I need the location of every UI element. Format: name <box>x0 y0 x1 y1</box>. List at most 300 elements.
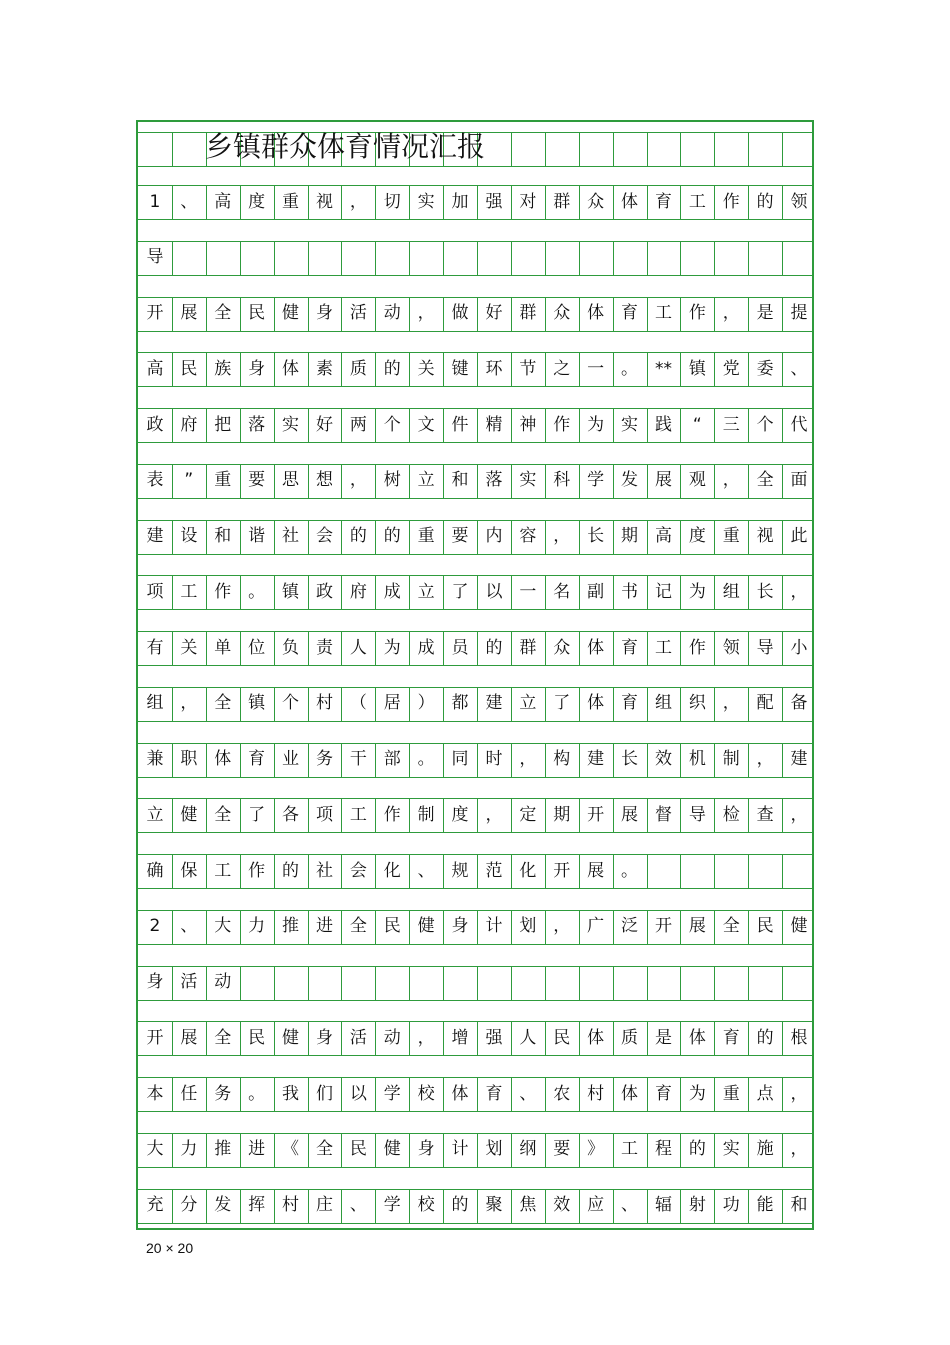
grid-character: 以 <box>485 581 503 602</box>
grid-character: 进 <box>315 916 333 937</box>
grid-character: 实 <box>282 414 300 435</box>
grid-character: 身 <box>315 303 333 323</box>
grid-character: 化 <box>383 860 401 881</box>
grid-character: 。 <box>248 581 266 602</box>
grid-cell-divider <box>579 241 580 275</box>
grid-character: 族 <box>214 358 232 379</box>
grid-character: 导 <box>146 247 164 268</box>
grid-character: 。 <box>248 1083 266 1104</box>
grid-character: 了 <box>553 693 571 714</box>
grid-character: 切 <box>383 191 401 212</box>
grid-character: 健 <box>383 1139 401 1160</box>
grid-character: 展 <box>180 1027 198 1048</box>
grid-character: 作 <box>553 414 571 435</box>
grid-size-label: 20 × 20 <box>146 1240 194 1256</box>
grid-character: 众 <box>553 303 571 323</box>
grid-character: 们 <box>315 1083 333 1104</box>
grid-character: 活 <box>180 972 198 992</box>
grid-character: 记 <box>654 581 672 602</box>
grid-character: 群 <box>553 191 571 212</box>
grid-character: 全 <box>756 470 774 491</box>
grid-character: 兼 <box>146 749 164 769</box>
grid-cell-divider <box>714 241 715 275</box>
grid-character: 校 <box>417 1195 435 1215</box>
grid-cell-divider <box>240 966 241 1000</box>
grid-cell-divider <box>782 966 783 1000</box>
grid-character: 计 <box>451 1139 469 1160</box>
grid-cell-divider <box>647 854 648 888</box>
grid-character: 长 <box>756 581 774 602</box>
grid-character: 纲 <box>519 1139 537 1160</box>
grid-character: 个 <box>282 693 300 714</box>
grid-cell-divider <box>579 966 580 1000</box>
grid-cell-divider <box>613 132 614 166</box>
grid-character: 单 <box>214 637 232 658</box>
grid-line <box>138 1167 812 1168</box>
grid-character: ， <box>790 804 808 825</box>
grid-character: 名 <box>553 581 571 602</box>
grid-character: 程 <box>654 1139 672 1160</box>
grid-character: 工 <box>621 1139 639 1160</box>
grid-cell-divider <box>647 132 648 166</box>
grid-character: 全 <box>349 916 367 937</box>
grid-character: 视 <box>756 526 774 546</box>
grid-line <box>138 832 812 833</box>
grid-character: 育 <box>654 191 672 212</box>
grid-character: 工 <box>214 860 232 881</box>
grid-character: 组 <box>654 693 672 714</box>
grid-character: 育 <box>621 637 639 658</box>
grid-character: 工 <box>688 191 706 212</box>
grid-character: 件 <box>451 414 469 435</box>
manuscript-grid <box>136 120 814 1230</box>
document-title: 乡镇群众体育情况汇报 <box>205 130 486 163</box>
grid-character: 体 <box>621 191 639 212</box>
grid-character: 应 <box>587 1195 605 1215</box>
grid-character: ， <box>790 581 808 602</box>
grid-character: 建 <box>485 693 503 714</box>
grid-character: 群 <box>519 637 537 658</box>
grid-character: 做 <box>451 303 469 323</box>
grid-character: ” <box>184 470 194 491</box>
grid-character: 是 <box>756 303 774 323</box>
grid-line <box>138 498 812 499</box>
grid-character: 全 <box>214 693 232 714</box>
grid-character: ， <box>722 693 740 714</box>
grid-character: ， <box>349 470 367 491</box>
grid-line <box>138 442 812 443</box>
grid-character: 为 <box>383 637 401 658</box>
grid-character: 部 <box>383 749 401 769</box>
grid-cell-divider <box>240 241 241 275</box>
grid-character: 体 <box>587 1027 605 1048</box>
grid-character: 位 <box>248 637 266 658</box>
grid-character: ， <box>790 1083 808 1104</box>
grid-character: 个 <box>383 414 401 435</box>
grid-line <box>138 721 812 722</box>
grid-character: 实 <box>417 191 435 212</box>
grid-character: 环 <box>485 358 503 379</box>
grid-character: 之 <box>553 358 571 379</box>
grid-character: 时 <box>485 749 503 769</box>
grid-cell-divider <box>477 966 478 1000</box>
grid-character: 度 <box>248 191 266 212</box>
grid-character: 质 <box>621 1027 639 1048</box>
grid-character: ， <box>553 916 571 937</box>
grid-character: 挥 <box>248 1195 266 1215</box>
grid-character: 高 <box>214 191 232 212</box>
grid-character: 有 <box>146 637 164 658</box>
grid-character: 好 <box>315 414 333 435</box>
grid-character: 开 <box>654 916 672 937</box>
grid-character: 身 <box>417 1139 435 1160</box>
grid-character: 同 <box>451 749 469 769</box>
grid-character: 开 <box>146 1027 164 1048</box>
grid-character: 活 <box>349 303 367 323</box>
grid-character: ， <box>417 303 435 323</box>
grid-character: 开 <box>587 804 605 825</box>
grid-character: 点 <box>756 1083 774 1104</box>
grid-character: 工 <box>349 804 367 825</box>
grid-character: 内 <box>485 526 503 546</box>
grid-character: 神 <box>519 414 537 435</box>
grid-character: 民 <box>248 303 266 323</box>
grid-character: 书 <box>621 581 639 602</box>
grid-character: 动 <box>214 972 232 992</box>
grid-character: 计 <box>485 916 503 937</box>
grid-cell-divider <box>375 966 376 1000</box>
grid-character: 会 <box>349 860 367 881</box>
grid-character: 的 <box>756 191 774 212</box>
grid-line <box>138 1000 812 1001</box>
grid-character: 工 <box>654 637 672 658</box>
grid-character: 开 <box>553 860 571 881</box>
grid-cell-divider <box>545 132 546 166</box>
grid-character: 本 <box>146 1083 164 1104</box>
grid-character: 的 <box>756 1027 774 1048</box>
grid-character: 期 <box>621 526 639 546</box>
grid-character: 立 <box>417 470 435 491</box>
grid-character: 全 <box>722 916 740 937</box>
grid-character: 动 <box>383 1027 401 1048</box>
grid-character: 谐 <box>248 526 266 546</box>
grid-character: 强 <box>485 191 503 212</box>
grid-character: 把 <box>214 414 232 435</box>
grid-character: 制 <box>417 804 435 825</box>
grid-cell-divider <box>714 132 715 166</box>
grid-character: 科 <box>553 470 571 491</box>
grid-character: 建 <box>790 749 808 769</box>
grid-cell-divider <box>511 966 512 1000</box>
grid-character: 泛 <box>621 916 639 937</box>
grid-cell-divider <box>748 966 749 1000</box>
grid-character: 为 <box>688 581 706 602</box>
grid-cell-divider <box>172 132 173 166</box>
grid-character: 是 <box>654 1027 672 1048</box>
grid-character: 展 <box>587 860 605 881</box>
grid-character: 员 <box>451 637 469 658</box>
grid-character: 备 <box>790 693 808 714</box>
grid-character: 文 <box>417 414 435 435</box>
grid-character: 全 <box>214 804 232 825</box>
grid-character: 社 <box>315 860 333 881</box>
grid-character: 活 <box>349 1027 367 1048</box>
grid-character: 项 <box>146 581 164 602</box>
grid-cell-divider <box>782 854 783 888</box>
grid-line <box>138 609 812 610</box>
grid-character: 都 <box>451 693 469 714</box>
grid-cell-divider <box>647 241 648 275</box>
grid-character: 育 <box>485 1083 503 1104</box>
grid-character: 政 <box>315 581 333 602</box>
grid-character: 范 <box>485 860 503 881</box>
grid-character: 对 <box>519 191 537 212</box>
grid-character: 、 <box>349 1195 367 1215</box>
grid-character: 进 <box>248 1139 266 1160</box>
grid-character: 建 <box>587 749 605 769</box>
grid-character: 效 <box>654 749 672 769</box>
grid-character: 健 <box>180 804 198 825</box>
grid-character: 校 <box>417 1083 435 1104</box>
grid-character: 发 <box>621 470 639 491</box>
grid-character: 作 <box>248 860 266 881</box>
grid-cell-divider <box>748 132 749 166</box>
grid-character: 观 <box>688 470 706 491</box>
grid-character: 成 <box>417 637 435 658</box>
grid-character: 施 <box>756 1139 774 1160</box>
grid-character: 作 <box>214 581 232 602</box>
grid-character: 村 <box>315 693 333 714</box>
grid-character: 检 <box>722 804 740 825</box>
grid-character: 全 <box>214 1027 232 1048</box>
grid-character: 重 <box>282 191 300 212</box>
grid-character: 和 <box>451 470 469 491</box>
grid-character: 焦 <box>519 1195 537 1215</box>
grid-character: 育 <box>722 1027 740 1048</box>
grid-character: 育 <box>621 693 639 714</box>
grid-character: 民 <box>756 916 774 937</box>
grid-cell-divider <box>172 241 173 275</box>
grid-character: 健 <box>282 303 300 323</box>
grid-character: 质 <box>349 358 367 379</box>
grid-line <box>138 1223 812 1224</box>
grid-character: 育 <box>654 1083 672 1104</box>
grid-character: 工 <box>654 303 672 323</box>
grid-character: 民 <box>180 358 198 379</box>
grid-character: 成 <box>383 581 401 602</box>
grid-character: ， <box>485 804 503 825</box>
grid-character: 设 <box>180 526 198 546</box>
grid-character: （ <box>349 693 367 714</box>
grid-character: 导 <box>756 637 774 658</box>
grid-character: 的 <box>349 526 367 546</box>
grid-character: 大 <box>214 916 232 937</box>
grid-cell-divider <box>545 241 546 275</box>
grid-character: 划 <box>519 916 537 937</box>
grid-character: 要 <box>553 1139 571 1160</box>
grid-cell-divider <box>511 132 512 166</box>
grid-character: 会 <box>315 526 333 546</box>
grid-character: 工 <box>180 581 198 602</box>
grid-character: 关 <box>180 637 198 658</box>
grid-character: 两 <box>349 414 367 435</box>
grid-character: 小 <box>790 637 808 658</box>
grid-character: 展 <box>621 804 639 825</box>
grid-character: 规 <box>451 860 469 881</box>
grid-character: 群 <box>519 303 537 323</box>
grid-character: 高 <box>654 526 672 546</box>
grid-character: 的 <box>485 637 503 658</box>
grid-character: 身 <box>248 358 266 379</box>
grid-character: 。 <box>417 749 435 769</box>
grid-cell-divider <box>409 966 410 1000</box>
grid-character: ） <box>417 693 435 714</box>
grid-character: 社 <box>282 526 300 546</box>
grid-character: 推 <box>214 1139 232 1160</box>
grid-character: 的 <box>383 526 401 546</box>
grid-line <box>138 331 812 332</box>
grid-character: 力 <box>180 1139 198 1160</box>
grid-character: 和 <box>214 526 232 546</box>
grid-character: 建 <box>146 526 164 546</box>
grid-character: 、 <box>180 916 198 937</box>
grid-line <box>138 1111 812 1112</box>
grid-character: 《 <box>282 1139 300 1160</box>
grid-character: 身 <box>146 972 164 992</box>
grid-character: 充 <box>146 1195 164 1215</box>
grid-character: 素 <box>315 358 333 379</box>
grid-character: 强 <box>485 1027 503 1048</box>
grid-cell-divider <box>748 241 749 275</box>
grid-character: 领 <box>790 191 808 212</box>
grid-cell-divider <box>206 241 207 275</box>
grid-character: 划 <box>485 1139 503 1160</box>
grid-cell-divider <box>274 241 275 275</box>
grid-character: ， <box>417 1027 435 1048</box>
grid-character: 能 <box>756 1195 774 1215</box>
grid-character: 加 <box>451 191 469 212</box>
grid-character: 要 <box>451 526 469 546</box>
grid-character: 我 <box>282 1083 300 1104</box>
grid-character: 重 <box>722 526 740 546</box>
grid-character: 身 <box>315 1027 333 1048</box>
grid-character: 学 <box>383 1083 401 1104</box>
grid-character: 推 <box>282 916 300 937</box>
grid-cell-divider <box>613 966 614 1000</box>
grid-character: 效 <box>553 1195 571 1215</box>
grid-character: 立 <box>146 804 164 825</box>
grid-cell-divider <box>680 241 681 275</box>
grid-character: 践 <box>654 414 672 435</box>
grid-line <box>138 275 812 276</box>
grid-character: 领 <box>722 637 740 658</box>
grid-character: 府 <box>180 414 198 435</box>
grid-character: 发 <box>214 1195 232 1215</box>
grid-character: 思 <box>282 470 300 491</box>
grid-character: 体 <box>214 749 232 769</box>
grid-cell-divider <box>375 241 376 275</box>
grid-character: 动 <box>383 303 401 323</box>
grid-character: 民 <box>248 1027 266 1048</box>
grid-cell-divider <box>274 966 275 1000</box>
grid-character: 展 <box>654 470 672 491</box>
grid-line <box>138 166 812 167</box>
grid-character: 庄 <box>315 1195 333 1215</box>
grid-character: 体 <box>451 1083 469 1104</box>
grid-cell-divider <box>308 966 309 1000</box>
grid-character: “ <box>692 414 702 435</box>
grid-character: 体 <box>621 1083 639 1104</box>
grid-character: 党 <box>722 358 740 379</box>
grid-character: 实 <box>621 414 639 435</box>
grid-character: 立 <box>417 581 435 602</box>
grid-character: 作 <box>688 637 706 658</box>
grid-character: 好 <box>485 303 503 323</box>
grid-character: 实 <box>722 1139 740 1160</box>
grid-character: 干 <box>349 749 367 769</box>
grid-character: ， <box>349 191 367 212</box>
grid-character: 责 <box>315 637 333 658</box>
grid-character: 务 <box>214 1083 232 1104</box>
grid-character: ** <box>654 358 672 379</box>
grid-character: 、 <box>519 1083 537 1104</box>
grid-character: 重 <box>417 526 435 546</box>
grid-character: 人 <box>349 637 367 658</box>
grid-character: 的 <box>688 1139 706 1160</box>
grid-character: 业 <box>282 749 300 769</box>
grid-cell-divider <box>748 854 749 888</box>
grid-character: 展 <box>180 303 198 323</box>
grid-character: 镇 <box>282 581 300 602</box>
grid-character: 展 <box>688 916 706 937</box>
grid-character: 副 <box>587 581 605 602</box>
grid-character: 要 <box>248 470 266 491</box>
grid-line <box>138 386 812 387</box>
grid-character: 健 <box>790 916 808 937</box>
grid-cell-divider <box>477 241 478 275</box>
grid-character: ， <box>722 470 740 491</box>
grid-character: 关 <box>417 358 435 379</box>
grid-character: 个 <box>756 414 774 435</box>
grid-character: 体 <box>587 637 605 658</box>
grid-character: 开 <box>146 303 164 323</box>
grid-character: 为 <box>688 1083 706 1104</box>
grid-character: 射 <box>688 1195 706 1215</box>
grid-character: ， <box>180 693 198 714</box>
grid-line <box>138 944 812 945</box>
grid-character: 根 <box>790 1027 808 1048</box>
grid-character: 重 <box>722 1083 740 1104</box>
grid-character: 度 <box>688 526 706 546</box>
grid-cell-divider <box>613 241 614 275</box>
grid-character: ， <box>553 526 571 546</box>
grid-character: 长 <box>587 526 605 546</box>
grid-cell-divider <box>647 966 648 1000</box>
grid-character: 构 <box>553 749 571 769</box>
grid-character: 的 <box>451 1195 469 1215</box>
grid-character: 力 <box>248 916 266 937</box>
grid-character: 键 <box>451 358 469 379</box>
grid-character: 众 <box>587 191 605 212</box>
grid-character: 作 <box>722 191 740 212</box>
grid-character: 期 <box>553 804 571 825</box>
grid-character: ， <box>519 749 537 769</box>
grid-character: 作 <box>688 303 706 323</box>
grid-character: 委 <box>756 358 774 379</box>
grid-character: 政 <box>146 414 164 435</box>
grid-character: 身 <box>451 916 469 937</box>
grid-character: 配 <box>756 693 774 714</box>
